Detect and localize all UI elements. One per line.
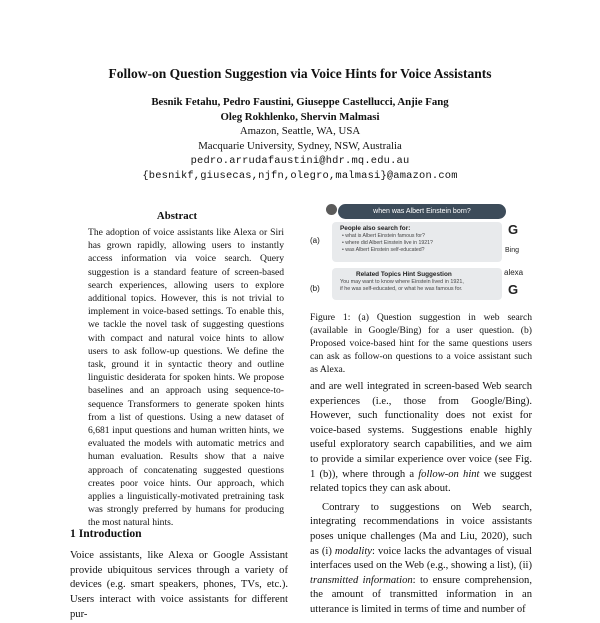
suggestion-item: • was Albert Einstein self-educated? [342, 247, 425, 253]
suggestions-header: People also search for: [340, 225, 411, 232]
abstract-paragraph: The adoption of voice assistants like Alexa or Siri has grown rapidly, allowing users to instantly access information via voice search. Query suggestion is a standard feature of screen-based search experiences, allowing users to explore additional topics. However, this is not trivial to implement in voice-based settings. To enable this, we tackle the novel task of suggesting questions with compact and natural voice hints to allow users to ask follow-up questions. We define the task, ground it in syntactic theory and outline linguistic desiderata for spoken hints. We propose baselines and an approach using sequence-to-sequence Transformers to generate spoken hints from a list of questions. Using a new dataset of 6,681 input questions and human written hints, we evaluated the models with automatic metrics and human evaluation. Results show that a naive approach of concatenating suggested questions creates poor voice hints. Our approach, which applies a linguistically-motivated pretraining task was strongly preferred by humans for producing the most natural hints. [88, 227, 284, 529]
figure-label-b: (b) [310, 284, 320, 293]
section-heading-introduction: 1 Introduction [70, 527, 142, 540]
user-avatar-icon [326, 204, 337, 215]
abstract-heading: Abstract [156, 210, 198, 222]
abstract-body [88, 226, 284, 530]
suggestion-item: • where did Albert Einstein live in 1921? [342, 240, 433, 246]
email-1: pedro.arrudafaustini@hdr.mq.edu.au [190, 155, 410, 167]
affiliations [0, 124, 600, 184]
affiliation-2: Macquarie University, Sydney, NSW, Australia [198, 140, 402, 152]
right-column-body [310, 380, 532, 618]
google-assistant-logo-icon: G [508, 282, 519, 297]
alexa-logo-icon: alexa [504, 268, 524, 277]
suggestion-item: • what is Albert Einstein famous for? [342, 233, 425, 239]
hint-text-line-1: You may want to know where Einstein lived in 1921, [340, 279, 464, 285]
email-2: {besnikf,giusecas,njfn,olegro,malmasi}@amazon.com [142, 170, 458, 182]
paper-title: Follow-on Question Suggestion via Voice Hints for Voice Assistants [108, 66, 492, 81]
hint-header: Related Topics Hint Suggestion [356, 271, 452, 278]
authors-line-1: Besnik Fetahu, Pedro Faustini, Giuseppe Castellucci, Anjie Fang [151, 96, 449, 108]
voice-hint-box [332, 268, 502, 300]
user-question-bubble: when was Albert Einstein born? [338, 204, 506, 219]
body-paragraph-2: Contrary to suggestions on Web search, integrating recommendations in voice assistants poses unique challenges (Ma and Liu, 2020), such as (i) modality: voice lacks the advantages of visual interfaces used on the Web (e.g., showing a list), (ii) transmitted information: to ensure comprehension, the amount of transmitted information in an utterance is limited in terms of time and number of [310, 501, 532, 615]
body-paragraph-1: and are well integrated in screen-based Web search experiences (i.e., those from Google/Bing). However, such functionality does not exist for voice-based systems. Suggestions enable highly useful exploratory search capabilities, and we aim to provide a similar experience over voice (see Fig. 1 (b)), where through a follow-on hint we suggest related topics they can ask about. [310, 381, 532, 495]
figure-caption: Figure 1: (a) Question suggestion in web search (available in Google/Bing) for a user question. (b) Proposed voice-based hint for the same questions users can ask as follow-on questions to a voice assistant such as Alexa. [310, 312, 532, 375]
search-suggestions-box [332, 222, 502, 262]
google-logo-icon: G [508, 222, 519, 237]
figure-label-a: (a) [310, 236, 320, 245]
bing-logo-icon: Bing [505, 247, 520, 254]
intro-paragraph: Voice assistants, like Alexa or Google Assistant provide ubiquitous services through a variety of devices (e.g. smart speakers, phones, TVs, etc.). Users interact with voice assistants for different pur- [70, 550, 288, 620]
figure-1 [310, 200, 532, 305]
hint-text-line-2: if he was self-educated, or what he was famous for. [340, 286, 463, 292]
author-list [0, 95, 600, 125]
authors-line-2: Oleg Rokhlenko, Shervin Malmasi [220, 111, 380, 123]
affiliation-1: Amazon, Seattle, WA, USA [239, 125, 361, 137]
